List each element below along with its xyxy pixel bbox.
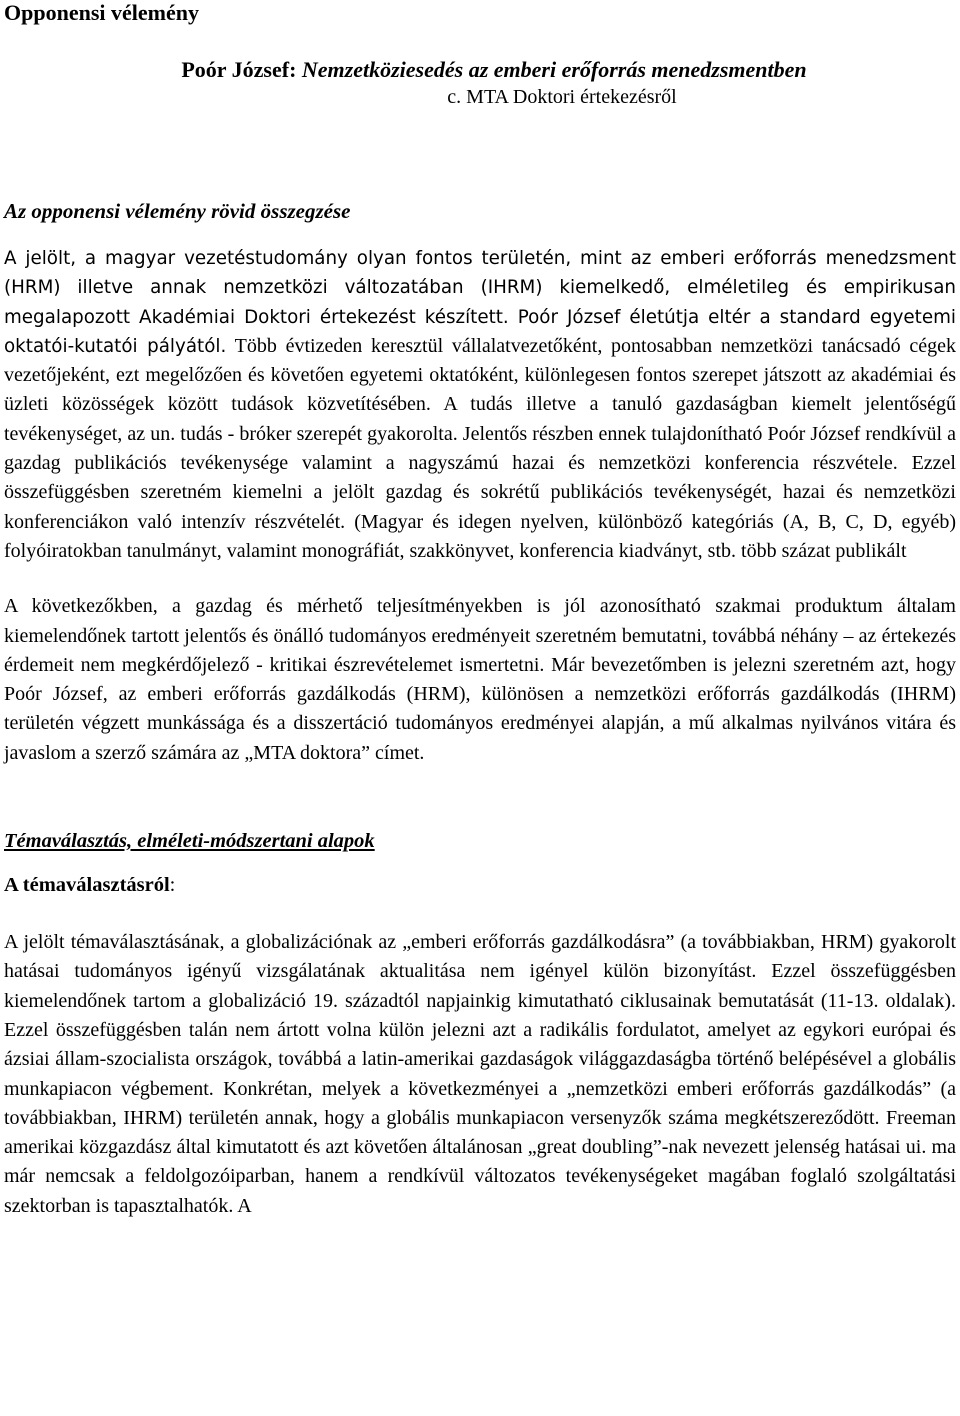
title-line	[32, 56, 956, 84]
paragraph-2: A következőkben, a gazdag és mérhető teljesítményekben is jól azonosítható szakmai produktum általam kiemelendőnek tartott jelentős és önálló tudományos eredményeit szeretném bemutatni, továbbá néhány – az értekezés érdemeit nem megkérdőjelező - kritikai észrevételemet ismertetni. Már bevezetőmben is jelezni szeretném azt, hogy Poór József, az emberi erőforrás gazdálkodás (HRM), különösen a nemzetközi erőforrás gazdálkodás (IHRM) területén végzett munkássága és a disszertáció tudományos eredményei alapján, a mű alkalmas nyilvános vitára és javaslom a szerző számára az „MTA doktora” címet.	[4, 595, 956, 764]
document-page	[4, 0, 956, 1221]
summary-paragraph	[4, 244, 956, 566]
sub-heading-colon: :	[169, 874, 176, 897]
title-block	[4, 56, 956, 110]
document-heading: Opponensi vélemény	[4, 0, 199, 25]
title-author: Poór József:	[181, 57, 302, 82]
paragraph-3: A jelölt témaválasztásának, a globalizációnak az „emberi erőforrás gazdálkodásra” (a továbbiakban, HRM) gyakorolt hatásai tudományos igényű vizsgálatának aktualitása nem igényel külön bizonyítást. Ezzel összefüggésben kiemelendőnek tartom a globalizáció 19. századtól napjainkig kimutatható ciklusainak bemutatását (11-13. oldalak). Ezzel összefüggésben talán nem ártott volna külön jelezni azt a radikális fordulatot, amelyet az egykori európai és ázsiai állam-szocialista országok, továbbá a latin-amerikai gazdaságok világgazdaságba történő belépésével a globális munkapiacon végbement. Konkrétan, melyek a következményei a „nemzetközi emberi erőforrás gazdálkodás” (a továbbiakban, IHRM) területén annak, hogy a globális munkapiacon versenyzők száma megkétszereződött. Freeman amerikai közgazdász által kimutatott és azt követően általánosan „great doubling”-nak nevezett jelenség hatásai ui. ma már nemcsak a feldolgozóiparban, hanem a rendkívül változatos tevékenységeket magában foglaló szolgáltatási szektorban is tapasztalhatók. A	[4, 931, 956, 1217]
sub-heading	[4, 872, 956, 898]
sub-heading-bold: A témaválasztásról	[4, 874, 170, 897]
title-work: Nemzetköziesedés az emberi erőforrás menedzsmentben	[301, 57, 807, 82]
summary-paragraph-serif: Több évtizeden keresztül vállalatvezetőként, pontosabban nemzetközi tanácsadó cégek vezetőjeként, ezt megelőzően és követően egyetemi oktatóként, különlegesen fontos szerepet játszott az akadémiai és üzleti közösségek között tudások közvetítésében. A tudás illetve a tanuló gazdaságban kiemelt jelentőségű tevékenységet, az un. tudás - bróker szerepét gyakorolta. Jelentős részben ennek tulajdonítható Poór József rendkívül a gazdag publikációs tevékenysége valamint a nagyszámú hazai és nemzetközi konferencia részvétele. Ezzel összefüggésben szeretném kiemelni a jelölt gazdag és sokrétű publikációs tevékenységét, hazai és nemzetközi konferenciákon való intenzív részvételét. (Magyar és idegen nyelven, különböző kategóriás (A, B, C, D, egyéb) folyóiratokban tanulmányt, valamint monográfiát, szakkönyvet, konferencia kiadványt, stb. több százat publikált	[4, 334, 956, 562]
title-subtitle: c. MTA Doktori értekezésről	[447, 86, 677, 108]
theme-heading: Témaválasztás, elméleti-módszertani alapok	[4, 830, 375, 853]
summary-heading: Az opponensi vélemény rövid összegzése	[4, 199, 351, 223]
summary-paragraph-sans: A jelölt, a magyar vezetéstudomány olyan fontos területén, mint az emberi erőforrás menedzsment (HRM) illetve annak nemzetközi változatában (IHRM) kiemelkedő, elméletileg és empirikusan megalapozott Akadémiai Doktori értekezést készített. Poór József életútja eltér a standard egyetemi oktatói-kutatói pályától.	[4, 248, 956, 357]
